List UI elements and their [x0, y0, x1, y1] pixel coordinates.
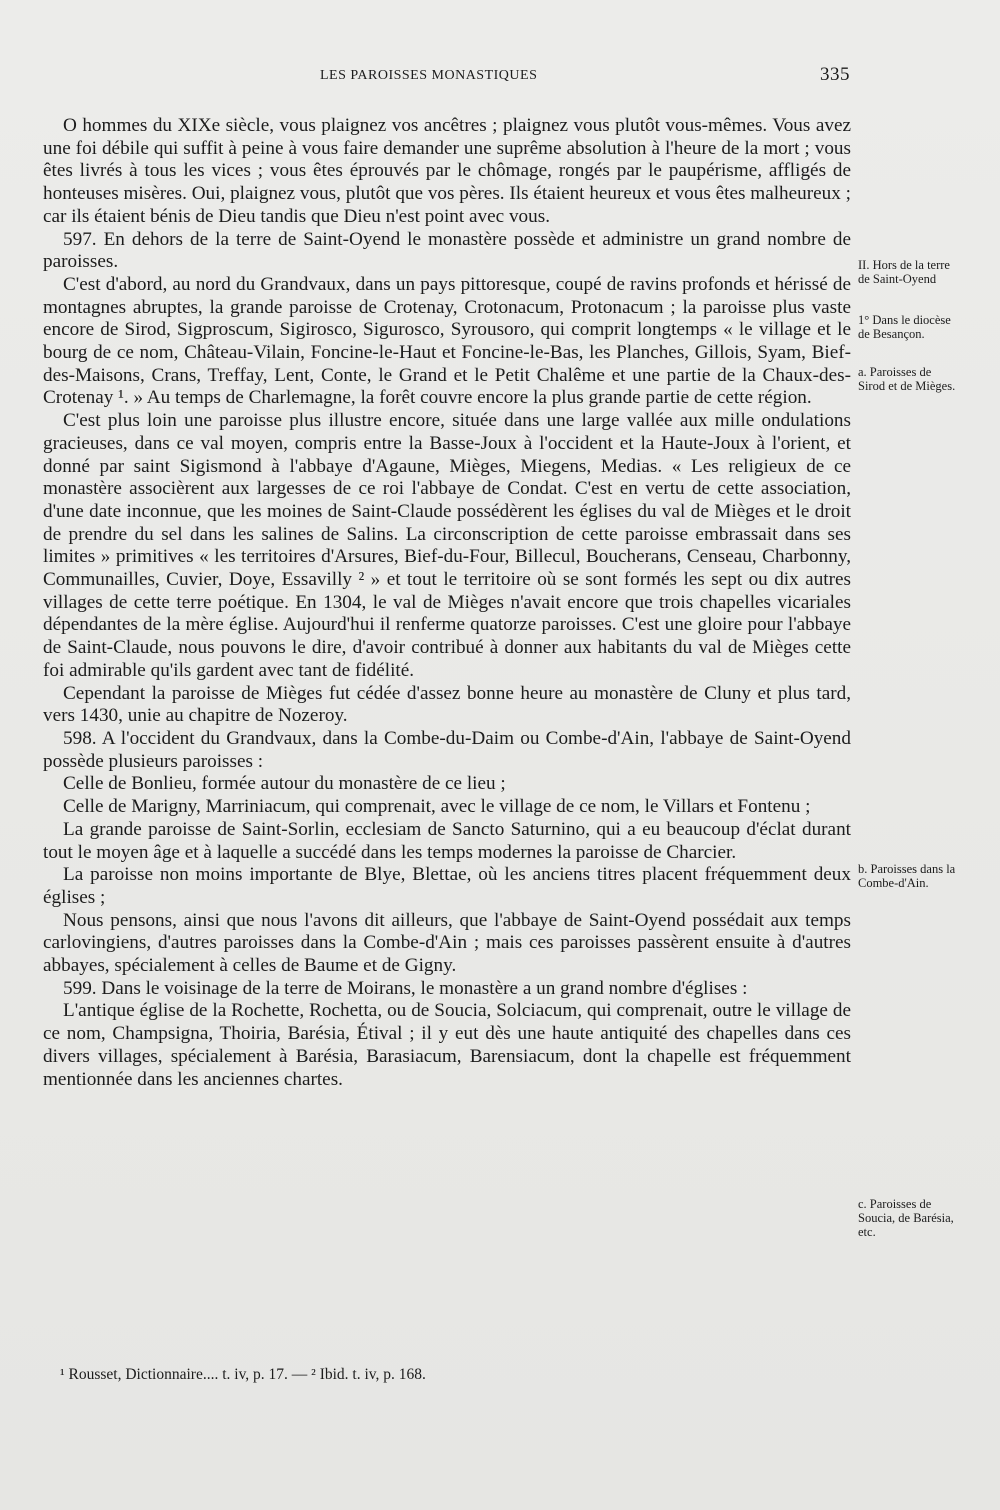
- sidenote: a. Paroisses de Sirod et de Mièges.: [858, 365, 956, 393]
- paragraph: Celle de Bonlieu, formée autour du monastère de ce lieu ;: [63, 773, 506, 795]
- paragraph: 599. Dans le voisinage de la terre de Moirans, le monastère a un grand nombre d'églises :: [63, 977, 748, 999]
- main-text: [43, 115, 851, 1091]
- page-number: 335: [820, 64, 850, 85]
- paragraph: C'est d'abord, au nord du Grandvaux, dans un pays pittoresque, coupé de ravins profonds et hérissé de montagnes abruptes, la grande paroisse de Crotenay, Crotonacum, Protonacum ; la paroisse plus vaste encore de Sirod, Sigproscum, Sigirosco, Siguroscо, Syrousoro, qui comprit longtemps « le village et le bourg de ce nom, Château-Vilain, Foncine-le-Haut et Foncine-le-Bas, les Planches, Gillois, Syam, Bief-des-Maisons, Crans, Treffay, Lent, Conte, le Grand et le Petit Chalême et une partie de la Chaux-des-Crotenay ¹. » Au temps de Charlemagne, la forêt couvre encore la plus grande partie de cette région.: [43, 273, 851, 409]
- paragraph: L'antique église de la Rochette, Rochetta, ou de Soucia, Solciacum, qui comprenait, outre le village de ce nom, Champsigna, Thoiria, Barésia, Étival ; il y eut dès une haute antiquité des chapelles dans ces divers villages, spécialement à Barésia, Barasiacum, Barensiacum, dont la chapelle est fréquemment mentionnée dans les anciennes chartes.: [43, 1000, 851, 1090]
- sidenote: b. Paroisses dans la Combe-d'Ain.: [858, 862, 956, 890]
- running-title: LES PAROISSES MONASTIQUES: [320, 68, 538, 83]
- paragraph: C'est plus loin une paroisse plus illustre encore, située dans une large vallée aux mille ondulations gracieuses, dans ce val moyen, compris entre la Basse-Joux à l'occident et la Haute-Joux à l'orient, et donné par saint Sigismond à l'abbaye d'Agaune, Mièges, Miegens, Medias. « Les religieux de ce monastère associèrent aux largesses de ce roi l'abbaye de Condat. C'est en vertu de cette association, d'une date inconnue, que les moines de Saint-Claude possédèrent les églises du val de Mièges et le droit de prendre du sel dans les salines de Salins. La circonscription de cette paroisse embrassait dans ses limites » primitives « les territoires d'Arsures, Bief-du-Four, Billecul, Boucherans, Censeau, Charbonny, Communailles, Cuvier, Doye, Essavilly ² » et tout le territoire où se sont formés les sept ou dix autres villages de cette terre poétique. En 1304, le val de Mièges n'avait encore que trois chapelles vicariales dépendantes de la mère église. Aujourd'hui il renferme quatorze paroisses. C'est une gloire pour l'abbaye de Saint-Claude, nous pouvons le dire, d'avoir contribué à donner aux habitants du val de Mièges cette foi admirable qu'ils gardent avec tant de fidélité.: [43, 410, 851, 681]
- paragraph: 598. A l'occident du Grandvaux, dans la Combe-du-Daim ou Combe-d'Ain, l'abbaye de Saint-Oyend possède plusieurs paroisses :: [43, 727, 851, 772]
- paragraph: 597. En dehors de la terre de Saint-Oyend le monastère possède et administre un grand nombre de paroisses.: [43, 228, 851, 273]
- paragraph: La grande paroisse de Saint-Sorlin, ecclesiam de Sancto Saturnino, qui a eu beaucoup d'éclat durant tout le moyen âge et à laquelle a succédé dans les temps modernes la paroisse de Charcier.: [43, 818, 851, 863]
- paragraph: Cependant la paroisse de Mièges fut cédée d'assez bonne heure au monastère de Cluny et plus tard, vers 1430, unie au chapitre de Nozeroy.: [43, 682, 851, 727]
- sidenote: 1° Dans le diocèse de Besançon.: [858, 313, 951, 341]
- footnote: ¹ Rousset, Dictionnaire.... t. iv, p. 17. — ² Ibid. t. iv, p. 168.: [60, 1366, 426, 1383]
- paragraph: Celle de Marigny, Marriniacum, qui comprenait, avec le village de ce nom, le Villars et Fontenu ;: [63, 796, 811, 818]
- sidenote: II. Hors de la terre de Saint-Oyend: [858, 258, 950, 286]
- sidenote: c. Paroisses de Soucia, de Barésia, etc.: [858, 1197, 954, 1239]
- paragraph: O hommes du XIXe siècle, vous plaignez vos ancêtres ; plaignez vous plutôt vous-mêmes. Vous avez une foi débile qui suffit à peine à vous faire demander une suprême absolution à l'heure de la mort ; vous êtes livrés à tous les vices ; vous êtes éprouvés par le chômage, rongés par le paupérisme, affligés de honteuses misères. Oui, plaignez vous, plutôt que vos pères. Ils étaient heureux et vous êtes malheureux ; car ils étaient bénis de Dieu tandis que Dieu n'est point avec vous.: [43, 115, 851, 227]
- paragraph: Nous pensons, ainsi que nous l'avons dit ailleurs, que l'abbaye de Saint-Oyend possédait aux temps carlovingiens, d'autres paroisses dans la Combe-d'Ain ; mais ces paroisses passèrent ensuite à d'autres abbayes, spécialement à celles de Baume et de Gigny.: [43, 909, 851, 977]
- paragraph: La paroisse non moins importante de Blye, Blettae, où les anciens titres placent fréquemment deux églises ;: [43, 864, 851, 908]
